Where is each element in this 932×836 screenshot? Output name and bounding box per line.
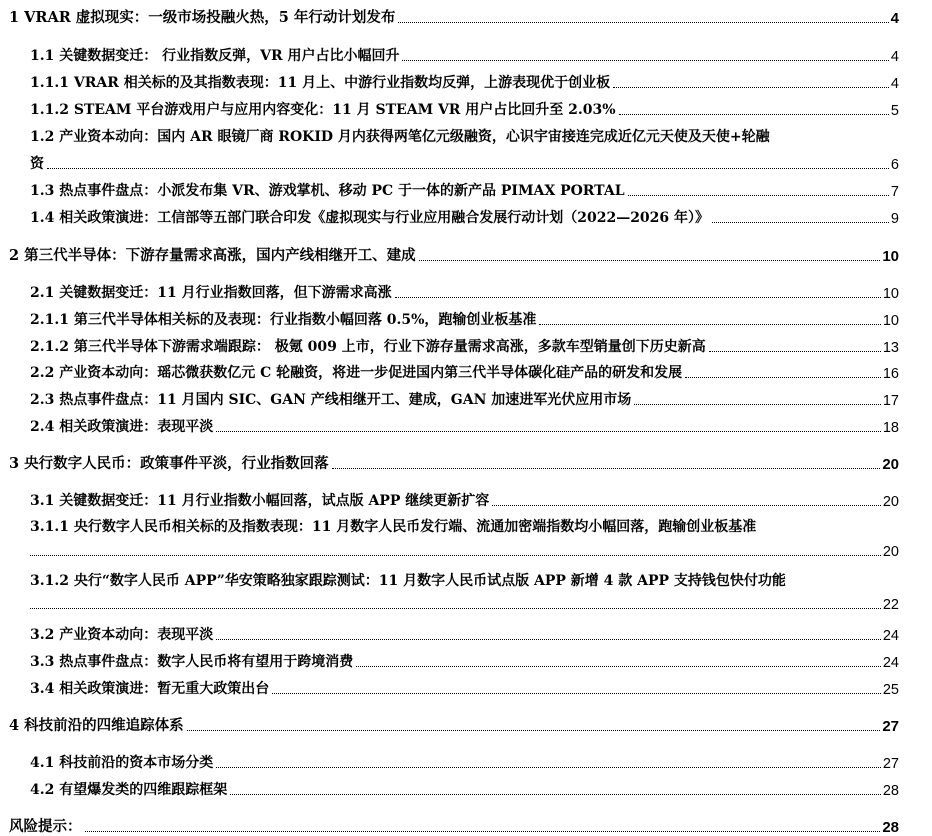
toc-entry-4-2[interactable] (30, 779, 899, 799)
toc-entry-section-1[interactable] (9, 6, 899, 27)
toc-entry-2-1-2[interactable] (30, 336, 899, 356)
toc-page-number: 27 (882, 756, 899, 772)
toc-entry-1-2[interactable] (30, 153, 899, 173)
toc-entry-3-3[interactable] (30, 651, 899, 671)
toc-page-number: 4 (890, 76, 899, 92)
toc-page-number: 18 (882, 420, 899, 436)
toc-entry-title: 2 第三代半导体：下游存量需求高涨，国内产线相继开工、建成 (9, 247, 416, 264)
toc-dot-leader (402, 60, 888, 61)
toc-page-number: 7 (890, 184, 899, 200)
toc-dot-leader (709, 351, 881, 352)
toc-entry-3-1-2[interactable] (30, 597, 899, 613)
toc-entry-title: 2.4 相关政策演进：表现平淡 (30, 419, 214, 435)
toc-dot-leader (30, 608, 881, 609)
toc-entry-title: 1.1 关键数据变迁： 行业指数反弹，VR 用户占比小幅回升 (30, 48, 400, 64)
toc-entry-2-1-1[interactable] (30, 309, 899, 329)
toc-page-number: 28 (882, 819, 899, 836)
toc-page-number: 22 (882, 597, 899, 613)
toc-entry-title: 2.3 热点事件盘点：11 月国内 SIC、GAN 产线相继开工、建成，GAN 加速进军光伏应用市场 (30, 392, 632, 408)
toc-entry-title: 4.1 科技前沿的资本市场分类 (30, 755, 214, 771)
toc-page-number: 24 (882, 628, 899, 644)
toc-page-number: 9 (890, 211, 899, 227)
toc-entry-title: 1.3 热点事件盘点：小派发布集 VR、游戏掌机、移动 PC 于一体的新产品 PIMAX PORTAL (30, 183, 625, 199)
toc-page-number: 6 (890, 157, 899, 173)
toc-entry-title: 2.2 产业资本动向：瑶芯微获数亿元 C 轮融资，将进一步促进国内第三代半导体碳化硅产品的研发和发展 (30, 365, 683, 381)
toc-entry-title: 3.3 热点事件盘点：数字人民币将有望用于跨境消费 (30, 654, 354, 670)
toc-page-number: 10 (882, 248, 899, 265)
toc-page-number: 20 (882, 456, 899, 473)
toc-dot-leader (85, 831, 881, 832)
toc-entry-2-4[interactable] (30, 416, 899, 436)
toc-dot-leader (30, 555, 881, 556)
toc-entry-title: 3.2 产业资本动向：表现平淡 (30, 627, 214, 643)
toc-entry-title: 2.1 关键数据变迁：11 月行业指数回落，但下游需求高涨 (30, 285, 392, 301)
toc-dot-leader (272, 693, 881, 694)
toc-page-number: 25 (882, 682, 899, 698)
toc-entry-3-1-1[interactable] (30, 544, 899, 560)
toc-page-number: 13 (882, 340, 899, 356)
toc-entry-title-continued: 资 (30, 156, 44, 172)
toc-page-number: 20 (882, 494, 899, 510)
toc-page-number: 10 (882, 286, 899, 302)
toc-page-number: 17 (882, 393, 899, 409)
toc-entry-3-1[interactable] (30, 490, 899, 510)
toc-entry-3-4[interactable] (30, 678, 899, 698)
toc-entry-3-1-2-line1[interactable]: 3.1.2 央行“数字人民币 APP”华安策略独家跟踪测试：11 月数字人民币试点版 APP 新增 4 款 APP 支持钱包快付功能 (30, 573, 786, 589)
toc-entry-title: 风险提示： (9, 818, 82, 835)
toc-dot-leader (634, 404, 881, 405)
toc-dot-leader (398, 22, 888, 23)
toc-page-number: 20 (882, 544, 899, 560)
toc-page-number: 4 (890, 49, 899, 65)
toc-dot-leader (216, 639, 881, 640)
toc-entry-title: 4 科技前沿的四维追踪体系 (9, 717, 184, 734)
toc-entry-title: 2.1.2 第三代半导体下游需求端跟踪： 极氪 009 上市，行业下游存量需求高涨，多款车型销量创下历史新高 (30, 339, 706, 355)
toc-entry-title: 3 央行数字人民币：政策事件平淡，行业指数回落 (9, 455, 329, 472)
toc-entry-2-3[interactable] (30, 389, 899, 409)
toc-entry-section-2[interactable] (9, 244, 899, 265)
toc-entry-1-2-line1[interactable]: 1.2 产业资本动向：国内 AR 眼镜厂商 ROKID 月内获得两笔亿元级融资，心识宇宙接连完成近亿元天使及天使+轮融 (30, 129, 770, 145)
toc-entry-title: 1 VRAR 虚拟现实：一级市场投融火热，5 年行动计划发布 (9, 9, 396, 26)
toc-entry-4-1[interactable] (30, 752, 899, 772)
toc-page-number: 24 (882, 655, 899, 671)
toc-dot-leader (613, 87, 889, 88)
toc-dot-leader (419, 260, 881, 261)
toc-entry-title: 2.1.1 第三代半导体相关标的及表现：行业指数小幅回落 0.5%，跑输创业板基准 (30, 312, 537, 328)
toc-dot-leader (47, 168, 889, 169)
toc-entry-1-1-1[interactable] (30, 72, 899, 92)
toc-dot-leader (395, 297, 881, 298)
toc-entry-2-2[interactable] (30, 362, 899, 382)
toc-entry-title: 1.4 相关政策演进：工信部等五部门联合印发《虚拟现实与行业应用融合发展行动计划（2022—2026 年）》 (30, 210, 710, 226)
toc-entry-title: 1.1.2 STEAM 平台游戏用户与应用内容变化：11 月 STEAM VR 用户占比回升至 2.03% (30, 102, 616, 118)
toc-entry-section-4[interactable] (9, 714, 899, 735)
toc-page-number: 28 (882, 783, 899, 799)
toc-dot-leader (216, 431, 881, 432)
toc-entry-section-3[interactable] (9, 452, 899, 473)
toc-dot-leader (619, 114, 889, 115)
toc-dot-leader (712, 222, 889, 223)
toc-entry-title: 3.4 相关政策演进：暂无重大政策出台 (30, 681, 270, 697)
toc-page-number: 4 (890, 10, 899, 27)
toc-dot-leader (539, 324, 880, 325)
toc-page-number: 16 (882, 366, 899, 382)
toc-entry-title: 4.2 有望爆发类的四维跟踪框架 (30, 782, 228, 798)
toc-entry-1-1[interactable] (30, 45, 899, 65)
toc-dot-leader (685, 377, 881, 378)
toc-dot-leader (187, 730, 881, 731)
toc-entry-title: 3.1 关键数据变迁：11 月行业指数小幅回落，试点版 APP 继续更新扩容 (30, 493, 490, 509)
toc-entry-risk-warning[interactable] (9, 815, 899, 836)
toc-entry-3-1-1-line1[interactable]: 3.1.1 央行数字人民币相关标的及指数表现：11 月数字人民币发行端、流通加密端指数均小幅回落，跑输创业板基准 (30, 519, 757, 535)
toc-entry-1-4[interactable] (30, 207, 899, 227)
toc-dot-leader (230, 794, 881, 795)
toc-entry-1-3[interactable] (30, 180, 899, 200)
toc-dot-leader (216, 767, 881, 768)
toc-entry-title: 1.1.1 VRAR 相关标的及其指数表现：11 月上、中游行业指数均反弹，上游表现优于创业板 (30, 75, 611, 91)
toc-page-number: 5 (890, 103, 899, 119)
toc-entry-1-1-2[interactable] (30, 99, 899, 119)
toc-dot-leader (492, 505, 881, 506)
toc-page-number: 27 (882, 718, 899, 735)
toc-entry-2-1[interactable] (30, 282, 899, 302)
toc-dot-leader (332, 468, 881, 469)
toc-dot-leader (628, 195, 889, 196)
toc-entry-3-2[interactable] (30, 624, 899, 644)
toc-page-number: 10 (882, 313, 899, 329)
toc-dot-leader (356, 666, 881, 667)
